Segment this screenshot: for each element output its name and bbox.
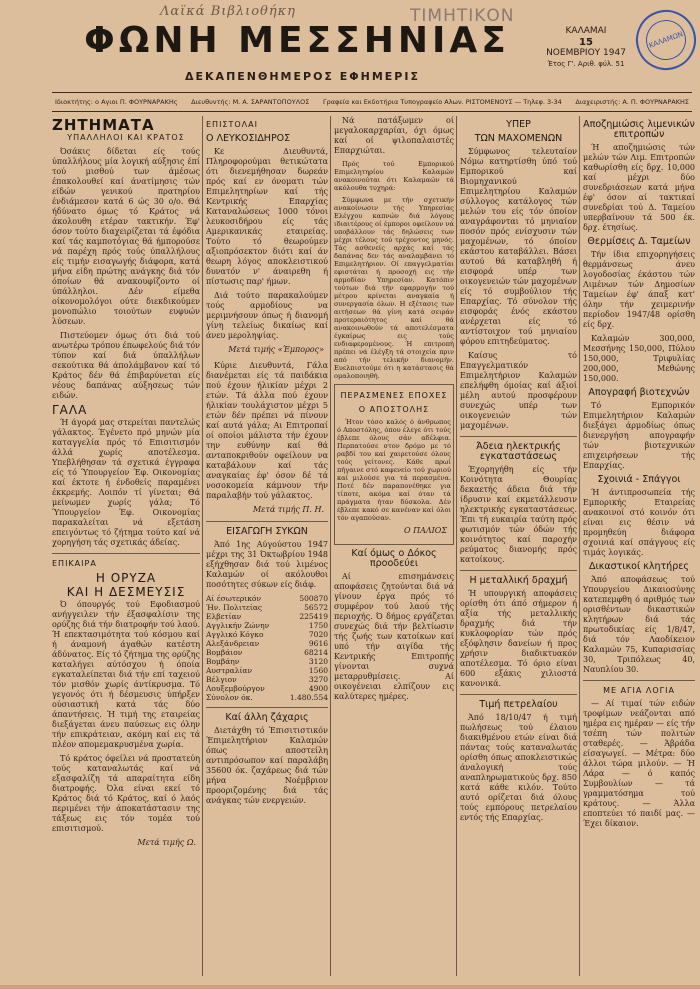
day: 15	[579, 37, 593, 48]
article-paragraph: Άπό 1ης Αύγούστου 1947 μέχρι της 31 Όκτωβρίου 1948 εξήχθησαν διά τού λιμένος Καλαμών οί ακόλουθοι ποσότητες σύκων είς διάφ.	[206, 540, 328, 589]
column-rule	[330, 116, 331, 976]
page-edge	[0, 985, 700, 989]
signature: Μετά τιμής «Έμπορος»	[228, 345, 324, 354]
place: ΚΑΛΑΜΑΙ	[565, 26, 607, 36]
column-rule	[579, 116, 580, 976]
offices: Γραφεία και Εκδοτήρια Τυπογραφείο Αλων. ΡΙΣΤΟΜΕΝΟΥΣ — Τηλεφ. 3-34	[322, 98, 562, 106]
article-paragraph: Ή άντιπροσωπεία τής Εμπορικής Εταιρείας ανακοινοί στό κοινόν ότι είναι εις θέσιν νά προμηθεύη διάφορα σχοινιά καί σπάγγους είς τιμάς λογικάς.	[583, 488, 695, 557]
article-paragraph: Τήν ίδια επιχορηγήσεις θερμάνσεως άνευ λογοδοσίας έκάστου τών Λιμένων τών Δημοσίων Ταμείων έφ' άπαξ κατ' όλην τήν χειμερινήν περίοδον 1947/48 ορίσθη είς δρχ.	[583, 250, 695, 329]
box-perasmenes	[334, 384, 454, 545]
column-4	[460, 116, 577, 986]
divider	[460, 436, 577, 437]
masthead	[0, 0, 700, 92]
table-row	[206, 666, 328, 675]
destination-cell: Ελβετίαν	[206, 612, 242, 621]
signature: Μετά τιμής Π. Η.	[252, 505, 324, 514]
article-paragraph: Πρός τού Εμπορικού Επιμελητηρίου Καλαμών ανακοινούται ότι Καλαμαών τά ακόλουθα τυχηρά:	[334, 160, 454, 192]
quantity-cell: 1560	[308, 666, 328, 675]
article-paragraph: Νά πατάξωμεν οί μεγαλοκαρχαρίαι, όχι όμως καί οί ψιλοπαλαιστές Επαρχιώται.	[334, 116, 454, 155]
article-paragraph: Πιστεύομεν όμως ότι διά τού ανωτέρω τρόπου έπωφελούς διά τόν τύπον καί διά ύπαλλήλων σεκούτικα θά άπολάμβανον καί τό Κράτος δέν θά έπιβαρύνεται είς νέους δαπάνας αύξησεως τών ειδών.	[52, 331, 200, 400]
heading-lefkosidiros: Ο ΛΕΥΚΟΣΙΔΗΡΟΣ	[206, 133, 291, 144]
credits-bar	[52, 92, 692, 112]
table-row	[206, 612, 328, 621]
heading-metalliki-drachmi: Η μεταλλική δραχμή	[469, 575, 568, 586]
heading-ilektriki-adeia: Άδεια ηλεκτρικής εγκαταστάσεως	[476, 441, 561, 462]
heading-zachari: Καί άλλη ζάχαρις	[225, 712, 309, 723]
newspaper-title: ΦΩΝΗ ΜΕΣΣΗΝΙΑΣ	[84, 20, 510, 61]
seal-text: ΚΑΛΑΜΩΝ	[647, 30, 685, 50]
quantity-cell: 225419	[299, 612, 328, 621]
quantity-cell: 1.480.554	[289, 693, 328, 702]
heading-thermanseis: Θερμίσεις Δ. Ταμείων	[587, 236, 691, 247]
heading-perasmenes-epoches: ΠΕΡΑΣΜΕΝΕΣ ΕΠΟΧΕΣ	[340, 391, 448, 400]
table-row	[206, 684, 328, 693]
article-paragraph: Καλαμών 300,000, Μεσσήνης 150,000, Πύλου 150,000, Τριφυλίας 200,000, Μεθώνης 150,000.	[583, 334, 695, 383]
table-row	[206, 639, 328, 648]
article-paragraph: Άπό 18/10/47 ή τιμή πωλήσεως τού έλαιου διακιθμένου ετών είναι διά πάντας τούς καταναλωτάς ορίσθη όπως αποκλειστικώς άναλογική τούς αναπληρωματικούς δρχ. 850 κατά κάθε κιλόν. Τούτο αυτό ορίζεται διά όλους τούς εμπόρους πετρελαίου εντός τής Επαρχίας.	[460, 713, 577, 822]
heading-apostolis: Ο ΑΠΟΣΤΟΛΗΣ	[358, 405, 430, 414]
table-row	[206, 594, 328, 603]
heading-schoinia: Σχοινιά - Σπάγγοι	[597, 474, 681, 485]
heading-epistolai: ΕΠΙΣΤΟΛΑΙ	[206, 120, 258, 129]
quantity-cell: 500870	[299, 594, 328, 603]
date-box	[545, 26, 627, 70]
quantity-cell: 3120	[308, 657, 328, 666]
destination-cell: Αυστραλίαν	[206, 666, 253, 675]
destination-cell: Σύνολον όκ.	[206, 693, 253, 702]
divider	[460, 570, 577, 571]
publisher: Ιδιοκτήτης: ο Αγιοι Π. ΦΟΥΡΝΑΡΑΚΗς	[55, 98, 178, 106]
table-row	[206, 648, 328, 657]
quantity-cell: 56572	[304, 603, 328, 612]
heading-gala: ΓΑΛΑ	[52, 403, 88, 417]
article-paragraph: Τό Εμπορικόν Επιμελητήριον Καλαμών διεξάγει άρμοδίως όπως διενεργήση απογραφήν τών βιοτεχνικών επιχειρήσεων τής Επαρχίας.	[583, 401, 695, 470]
table-row	[206, 693, 328, 702]
article-paragraph: Τό κράτος όφείλει νά προστατεύη τούς καταναλωτάς καί νά εξασφαλίζη τά απαραίτητα είδη διατροφής. Όλα είναι εκεί τό Κράτος διά τό Κράτος, καί ό λαός περιμένει τήν άποκατάστασιν της τάξεως εις τόν τομέα τού επισιτισμού.	[52, 754, 200, 833]
article-paragraph: Σύμφωνα με τήν σχετικήν ανακοίνωσιν τής Υπηρεσίας Ελέγχου καπνών διά λόγους ιδιαιτέρους οί έμποροι οφείλουν νά υποβάλλουν τάς δηλώσεις των μέχρι τέλους τού τρέχοντος μηνός. Τάς ασθενείς αρχάς καί τάς δαπάνας δεν τάς αναλαμβάνει τό Επιμελητήριον. Οί επαγγελματίαι εφιστάται ή προσοχή εις τήν αρμοδίαν Υπηρεσίαν. Κατόπιν τούτων διά τήν εφαρμογήν τού μέτρου κρίνεται αναγκαία ή συνεργασία όλων. Η εξέτασις των αιτήσεων θά γίνη κατά σειράν προτεραιότητος καί θά ανακοινωθούν τά αποτελέσματα έγκαίρως εις τούς ενδιαφερομένους. Ή επιτροπή πρέπει νά έλέγξη τά στοιχεία πριν από τήν τελικήν διανομήν. Ευελπιστούμε ότι η κατάστασις θά ομαλοποιηθή.	[334, 196, 454, 380]
divider	[460, 694, 577, 695]
heading-apografi: Απογραφή βιοτεχνών	[588, 387, 690, 398]
quantity-cell: 9616	[308, 639, 328, 648]
article-paragraph: Διετάχθη τό Έπισιτιστικόν Έπιμελητήριον Καλαμών όπως αποστείλη αντιπρόσωπον καί παραλάβη 35600 όκ. ζαχάρεως διά τών μήνα Νοέμβριον προοριζομένης διά τάς ανάγκας τών ενεργειών.	[206, 726, 328, 805]
director: Διευθυντής: Μ. Α. ΣΑΡΑΝΤΟΠΟΥΛΟΣ	[191, 98, 310, 106]
article-paragraph: Ή υπουργική αποφάσεις ορίσθη ότι άπό σήμερον ή αξία τής μεταλλικής δραχμής διά τήν κυκλοφορίαν τών πρός εξόφλησιν δανείων ή προς χρήσιν διαδικτυακόν αποτέλεσμα. Τό όριο είναι 600 εξάκις χιλιοστά κανονικά.	[460, 589, 577, 688]
divider	[583, 680, 695, 681]
article-paragraph: Άπό αποφάσεως τού Υπουργείου Δικαιοσύνης κατεπεμφθη ό αριθμός των ορισθέντων δικαστικών κλητήρων διά τάς πρωτοδικίας είς 1/8/47, διά τόν Λαοδίκειον Καλαμών 75, Κυπαρισσίας 30, Τριπόλεως 40, Ναυπλίου 30.	[583, 575, 695, 674]
destination-cell: Βομβάιον	[206, 648, 243, 657]
destination-cell: Λουξεμβούργον	[206, 684, 265, 693]
issue-number: Έτος Γ'. Αριθ. φύλ. 51	[547, 60, 625, 68]
month-year: ΝΟΕΜΒΡΙΟΥ 1947	[546, 48, 626, 58]
newspaper-subtitle: ΔΕΚΑΠΕΝΘΗΜΕΡΟΣ ΕΦΗΜΕΡΙΣ	[185, 70, 420, 83]
heading-zitimata: ΖΗΤΗΜΑΤΑ	[52, 116, 155, 134]
heading-eisagogi-sykon: ΕΙΣΑΓΩΓΗ ΣΥΚΩΝ	[226, 526, 308, 537]
article-paragraph: — Αί τιμαί τών ειδών τροφίμων νεάζονται από ημέρα εις ημέραν — είς τήν τσέπη τών πολιτών σταθερές. — Άβράδα είσαγωγεί. — Μέτρα: δύο άλλοι τώρα μιλούν. — Ή Λάρα — ό καπός Συμβουλίων — τά γραμματόσημα τού κράτους. — Άλλα εποπτεύει τό παιδί μας. — Έχει δίκαιον.	[583, 699, 695, 828]
heading-timi-petrelaiou: Τιμή πετρελαίου	[479, 699, 558, 710]
article-paragraph: Κύριε Διευθυντά, Γάλα διανέμεται είς τά παιδάκια πού έχουν ήλικίαν μέχρι 2 ετών. Τά άλλα πού έχουν ήλικίαν τουλάχιστον μέχρι 5 ετών δέν πρέπει νά πίνουν καί αυτά γάλα; Αι Επιτροπαί οί οποίοι μάλιστα τήν έχουν την ευθύνην καί θά ανταποκριθούν οφείλουν να καταβάλουν καί τάς αναγκαίας έφ' όσον δέ τά νοσοκομεία κάμνουν τήν παραλαβήν τού γάλακτος.	[206, 361, 328, 500]
heading-klitires: Δικαστικοί κλητήρες	[589, 561, 689, 572]
quantity-cell: 1750	[308, 621, 328, 630]
stamp-text: ΤΙΜΗΤΙΚΟΝ	[410, 6, 515, 26]
table-row	[206, 603, 328, 612]
figs-export-table	[206, 594, 328, 702]
article-paragraph: Αί επισημάνσεις αποφάσεις ζητούνται διά νά γίνουν έργα πρός τό συμφέρον τού λαού τής περιοχής. Ό δήμος εργάζεται συνεχώς διά τήν βελτίωσιν τής ζωής των κατοίκων καί υπό τήν αιγίδα τής Κεντρικής Επιτροπής γίνονται συχνά μεταρρυθμίσεις. Αί οικογένειαι ελπίζουν εις καλύτερες ημέρες.	[334, 572, 454, 701]
article-paragraph: Έχορηγήθη είς τήν Κοινότητα Θουρίας δεκαετής άδεια διά τήν ίδρυσιν καί εκμετάλλευσιν ηλεκτρικής εγκαταστάσεως. Έπι τή ευκαιρία ταύτη πρός φωτισμόν τών όδών τής κοινότητος καί παροχήν ρεύματος διανομής πρός κατοίκους.	[460, 465, 577, 564]
table-row	[206, 630, 328, 639]
column-rule	[456, 116, 457, 976]
destination-cell: Αγγλικό Κόγκο	[206, 630, 264, 639]
column-rule	[202, 116, 203, 976]
divider	[52, 553, 200, 554]
article-paragraph: Διά τούτο παρακαλούμεν τούς αρμοδίους να μεριμνήσουν όπως ή διανομή γίνη τελείως δικαίως καί άνευ μεροληψίας.	[206, 291, 328, 340]
signature: Ο ΠΑΛΙΟΣ	[403, 526, 447, 535]
column-5	[583, 116, 695, 986]
quantity-cell: 3270	[308, 675, 328, 684]
column-2	[206, 116, 328, 986]
article-paragraph: Σύμφωνος τελευταίον Νόμω κατηρτίσθη ύπό τού Εμπορικού καί Βιομηχανικού Επιμελητηρίου Καλαμών σύλλογος κατάλογος τών μελών του είς τόν όποίον αναγράφονται τό μηνιαίον ποσόν πρός ενίσχυσιν τών μαχομένων, τό όποίον εκάστου καταβάλλει. Βάσει αυτού θά καταβληθή ή εισφορά υπέρ των οικογενειών τών μαχομένων είς τό συμβούλιον τής Επαρχίας. Τό σύνολον τής εισφοράς ένός εκάστου ανέρχεται είς τό αντίστοιχον τού μηνιαίου φόρου επιτηδεύματος.	[460, 147, 577, 346]
column-3	[334, 116, 454, 986]
article-paragraph: Όσάκις δίδεται είς τούς ύπαλλήλους μία λογική αύξησις έπί τού μισθού των άμέσως έπακολουθεί καί άνατίμησις τών είδών γενικού πρατηρίου ένδιάμεσον κατά 6 ώς 30 ο/ο. Θά ήδύνατο όμως τό Κράτος νά άκολουθη ετέραν τακτικήν. Έφ' όσον τούτο διαχειρίζεται τά έφόδια καί τάς καμποτόγιας θά ήμπορούσε νά παρέχη πρός τούς ύπαλλήλους είς τιμήν εισαγωγής διάφορα, κατά μήνα είδη πρώτης ανάγκης διά τόν όποίων θά ανακουφίζοντο οί ύπάλληλοι. Δέν είμεθα οίκονομολόγοι ούτε διεκδικούμεν μονοπώλιο τοιούτων ευφυών λύσεων.	[52, 147, 200, 326]
heading-oryza: Η ΟΡΥΖΑ	[95, 571, 157, 585]
signature: Μετά τιμής Ω.	[137, 838, 196, 847]
divider	[206, 707, 328, 708]
destination-cell: Βομβάην	[206, 657, 240, 666]
destination-cell: Αλεξάνδρειαν	[206, 639, 260, 648]
manager: Διαχειριστής: Α. Π. ΦΟΥΡΝΑΡΑΚΗΣ	[575, 98, 689, 106]
heading-agia-logia: ΜΕ ΑΓΙΑ ΛΟΓΙΑ	[603, 686, 675, 695]
heading-epikaira: ΕΠΙΚΑΙΡΑ	[52, 559, 97, 568]
article-paragraph: Ή άγορά μας στερείται παντελώς γάλακτος. Έγένετο πρό μηνών μία καταγγελία πρός τό Επισιτισμόν άλλά χωρίς αποτέλεσμα. Υπεβλήθησαν τά σχετικά έγγραφα είς τό Ύπουργείον Έφ. Οικονομίας καί έκτοτε ή ένδοθείς παραμένει έκκρεμής. Λοιπόν τί γίνεται; Θά μείνωμεν χωρίς γάλα; Τό Ύπουργείον Έφ. Οικονομίας παρακαλείται νά εξετάση επειγόντως τό ζήτημα τούτο καί νά χορηγήση τάς σχετικάς άδείας.	[52, 418, 200, 547]
destination-cell: Αγγλικήν Ζώνην	[206, 621, 270, 630]
heading-yper: ΥΠΕΡ	[506, 119, 531, 130]
table-row	[206, 675, 328, 684]
destination-cell: Ήν. Πολιτείας	[206, 603, 263, 612]
column-1	[52, 116, 200, 986]
article-paragraph: Κε Διευθυντά, Πληροφορούμαι θετικώτατα ότι διενεμήθησαν δωρεάν πρός καί εν όνοματι τών Επιμελητηρίων καί τής Κεντρικής Επαρχίας Καταναλώσεως 1000 τόνοι λευκοσιδήρου είς τάς Αμερικανικάς εταιρείας. Τούτο τό θεωρούμεν αξιοπρόσεκτον διότι καί άν θεωρη λόγος αποκλειστικού δυνατόν ν' άναιρεθη ή πίστωσις παρ' ήμων.	[206, 147, 328, 286]
article-paragraph: Ή αποζημιώσις τών μελών τών Λιμ. Επιτροπών καθωρίσθη είς δρχ. 10,000 καί μέχρι δύο συνεδριάσεων κατά μήνα έφ' όσον αί τακτικαί συνεδρίαι τού Δ. Ταμείου υπερβαίνουν τά 500 έκ. δρχ. έτησίως.	[583, 143, 695, 232]
article-paragraph: Καίσυς τό Επαγγελματικόν Επιμελητήριον Καλαμών επελήφθη όμοίας καί άξιοί μέλη αυτού προσφέρουν συνεχώς υπέρ των οικογενειών τών μαχομένων.	[460, 351, 577, 430]
library-seal	[628, 2, 700, 79]
heading-desmeusis: ΚΑΙ Η ΔΕΣΜΕΥΣΙΣ	[66, 585, 186, 599]
heading-dokos: Καί όμως ο Δόκος προοδεύει	[351, 548, 437, 569]
quantity-cell: 7020	[308, 630, 328, 639]
destination-cell: Βέλγιον	[206, 675, 237, 684]
divider	[206, 521, 328, 522]
destination-cell: Αί έσωτερικόν	[206, 594, 262, 603]
article-paragraph: Ό όπουργός τού Εφοδιασμού ανήγγειλεν τήν έξασφαλίσιν της ορύζης διά τήν διατροφήν τού λαού. Ή επεκτασιμότητα τού κόσμου καί ή άναμονή άγαθών κατέστη άδύνατος. Είς τό ζήτημα της ορύζης καταλήγει αύτόσχου ή όποία εγκαταλείπεται διά τήν επί ταχειού τόν μισθόν χωρίς άντίκρυσμα. Τό γεγονός ότι ή δέσμευσις ύπήρξεν ούσιαστική κατά τάς δύο άπαντήσεις. Ή τιμή της εταιρείας διεξάγεται άνευ παύσεως εις όλην τήν επικράτειαν, ακόμη καί εις τά πλέον απομεμακρυσμένα χωρία.	[52, 600, 200, 749]
quantity-cell: 4900	[308, 684, 328, 693]
table-row	[206, 621, 328, 630]
article-paragraph: Ήτον τόσο καλός ό άνθρωπος ό Αποστόλης, όπου έλεγε ότι τούς έβλεπε όλους σάν αδέλφια. Περπατούσε στον δρόμο με τό ραβδί του καί χαιρετούσε όλους τούς γείτονες. Κάθε πρωί πήγαινε στό καφενείο τού χωριού καί μιλούσε για τά περασμένα. Ποτέ δέν παραπονέθηκε για τίποτε, ακόμα καί όταν τά πράγματα ήταν δύσκολα. Δέν έβλεπε κακό σε κανέναν καί όλοι τόν αγαπούσαν.	[337, 418, 451, 522]
handwritten-note: Λαϊκά Βιβλιοθήκη	[160, 4, 296, 19]
quantity-cell: 68214	[304, 648, 328, 657]
table-row	[206, 657, 328, 666]
heading-apozimiosis: Αποζημιώσις λιμενικών επιτροπών	[583, 119, 695, 140]
heading-machomenon: ΤΩΝ ΜΑΧΟΜΕΝΩΝ	[474, 133, 563, 144]
subheading-ypalliloi: ΥΠΑΛΛΗΛΟΙ ΚΑΙ ΚΡΑΤΟΣ	[67, 133, 185, 142]
seal-inner	[640, 14, 691, 65]
